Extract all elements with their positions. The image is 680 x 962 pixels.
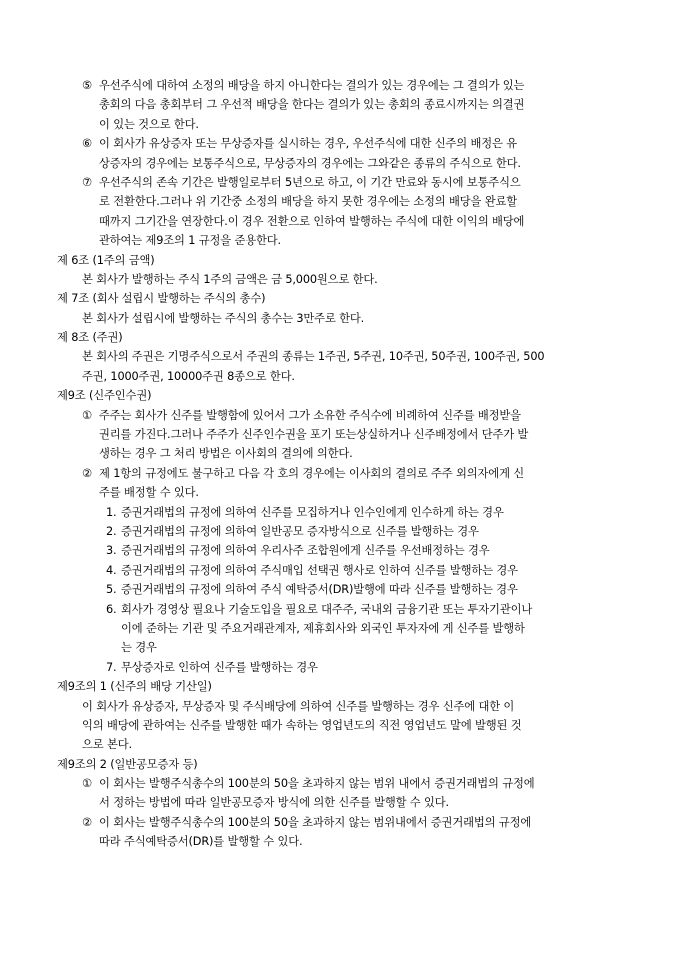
text-line [0, 735, 680, 754]
item-number: 2. [106, 524, 117, 538]
line-text: 이 회사가 유상증자 또는 무상증자를 실시하는 경우, 우선주식에 대한 신주의 배정은 유 [99, 137, 517, 151]
text-line [0, 76, 680, 95]
text-line [0, 231, 680, 250]
text-line [0, 115, 680, 134]
text-line [0, 600, 680, 619]
line-text: 제9조의 1 (신주의 배당 기산일) [57, 680, 212, 694]
text-line [0, 134, 680, 153]
line-text: 제 8조 (주권) [57, 331, 123, 345]
item-number: ⑤ [82, 79, 92, 92]
item-number: ① [82, 408, 92, 422]
text-line [0, 406, 680, 425]
line-text: 본 회사의 주권은 기명주식으로서 주권의 종류는 1주권, 5주권, 10주권, 50주권, 100주권, 500 [82, 350, 545, 364]
text-line [0, 580, 680, 599]
item-number: 7. [106, 660, 117, 674]
text-line [0, 697, 680, 716]
article-heading [0, 289, 680, 308]
item-number: ⑥ [82, 137, 92, 151]
item-number: ① [82, 777, 92, 791]
line-text: 본 회사가 설립시에 발행하는 주식의 총수는 3만주로 한다. [82, 311, 365, 325]
item-number: 3. [106, 544, 117, 558]
line-text: 주권, 1000주권, 10000주권 8종으로 한다. [82, 369, 295, 383]
article-heading [0, 386, 680, 405]
line-text: 상증자의 경우에는 보통주식으로, 무상증자의 경우에는 그와같은 종류의 주식으로 한다. [99, 156, 521, 170]
line-text: 이 있는 것으로 한다. [99, 117, 199, 131]
line-text: 제 7조 (회사 설립시 발행하는 주식의 총수) [57, 292, 266, 306]
line-text: 이 회사는 발행주식총수의 100분의 50을 초과하지 않는 범위내에서 증권거래법의 규정에 [99, 815, 532, 829]
text-line [0, 561, 680, 580]
line-text: 는 경우 [121, 641, 157, 655]
line-text: 제 1항의 규정에도 불구하고 다음 각 호의 경우에는 이사회의 결의로 주주 외의자에게 신 [99, 466, 525, 480]
text-line [0, 813, 680, 832]
line-text: 관하여는 제9조의 1 규정을 준용한다. [99, 234, 281, 248]
text-line [0, 503, 680, 522]
line-text: 서 정하는 방법에 따라 일반공모증자 방식에 의한 신주를 발행할 수 있다. [99, 796, 449, 810]
text-line [0, 309, 680, 328]
text-line [0, 192, 680, 211]
line-text: 증권거래법의 규정에 의하여 주식 예탁증서(DR)발행에 따라 신주를 발행하는 경우 [121, 583, 518, 597]
item-number: 6. [106, 602, 117, 616]
line-text: 이에 준하는 기관 및 주요거래관계자, 제휴회사와 외국인 투자자에 게 신주를 발행하 [121, 621, 525, 635]
line-text: 본 회사가 발행하는 주식 1주의 금액은 금 5,000원으로 한다. [82, 272, 378, 286]
text-line [0, 95, 680, 114]
line-text: 증권거래법의 규정에 의하여 신주를 모집하거나 인수인에게 인수하게 하는 경우 [121, 505, 504, 519]
text-line [0, 541, 680, 560]
line-text: 총회의 다음 총회부터 그 우선적 배당을 한다는 결의가 있는 총회의 종료시까지는 의결권 [99, 98, 525, 112]
text-line [0, 483, 680, 502]
text-line [0, 832, 680, 851]
text-line [0, 638, 680, 657]
line-text: 권리를 가진다.그러나 주주가 신주인수권을 포기 또는상실하거나 신주배정에서 단주가 발 [99, 428, 529, 442]
text-line [0, 464, 680, 483]
item-number: 4. [106, 563, 117, 577]
line-text: 제9조 (신주인수권) [57, 389, 152, 403]
line-text: 증권거래법의 규정에 의하여 주식매입 선택권 행사로 인하여 신주를 발행하는 경우 [121, 563, 518, 577]
text-line [0, 347, 680, 366]
text-line [0, 793, 680, 812]
text-line [0, 425, 680, 444]
article-heading [0, 755, 680, 774]
item-number: ② [82, 815, 92, 829]
line-text: 때까지 그기간을 연장한다.이 경우 전환으로 인하여 발행하는 주식에 대한 이익의 배당에 [99, 214, 525, 228]
article-heading [0, 677, 680, 696]
line-text: 로 전환한다.그러나 위 기간중 소정의 배당을 하지 못한 경우에는 소정의 배당을 완료할 [99, 195, 517, 209]
line-text: 증권거래법의 규정에 의하여 우리사주 조합원에게 신주를 우선배정하는 경우 [121, 544, 490, 558]
line-text: 우선주식에 대하여 소정의 배당을 하지 아니한다는 결의가 있는 경우에는 그 결의가 있는 [99, 79, 525, 92]
line-text: 제9조의 2 (일반공모증자 등) [57, 757, 198, 771]
line-text: 회사가 경영상 필요나 기술도입을 필요로 대주주, 국내외 금융기관 또는 투자기관이나 [121, 602, 533, 616]
line-text: 우선주식의 존속 기간은 발행일로부터 5년으로 하고, 이 기간 만료와 동시에 보통주식으 [99, 175, 521, 189]
article-heading [0, 328, 680, 347]
article-heading [0, 251, 680, 270]
line-text: 제 6조 (1주의 금액) [57, 253, 155, 267]
line-text: 익의 배당에 관하여는 신주를 발행한 때가 속하는 영업년도의 직전 영업년도 말에 발행된 것 [82, 718, 522, 732]
text-line [0, 212, 680, 231]
text-line [0, 522, 680, 541]
line-text: 주를 배정할 수 있다. [99, 486, 199, 500]
line-text: 이 회사는 발행주식총수의 100분의 50을 초과하지 않는 범위 내에서 증권거래법의 규정에 [99, 777, 535, 791]
line-text: 따라 주식예탁증서(DR)를 발행할 수 있다. [99, 835, 303, 849]
line-text: 주주는 회사가 신주를 발행함에 있어서 그가 소유한 주식수에 비례하여 신주를 배정받을 [99, 408, 521, 422]
line-text: 무상증자로 인하여 신주를 발행하는 경우 [121, 660, 318, 674]
line-text: 생하는 경우 그 처리 방법은 이사회의 결의에 의한다. [99, 447, 353, 461]
line-text: 이 회사가 유상증자, 무상증자 및 주식배당에 의하여 신주를 발행하는 경우 신주에 대한 이 [82, 699, 515, 713]
line-text: 으로 본다. [82, 738, 132, 752]
item-number: 1. [106, 505, 117, 519]
text-line [0, 444, 680, 463]
text-line [0, 619, 680, 638]
item-number: 5. [106, 583, 117, 597]
text-line [0, 367, 680, 386]
item-number: ⑦ [82, 175, 92, 189]
text-line [0, 173, 680, 192]
text-line [0, 154, 680, 173]
text-line [0, 658, 680, 677]
text-line [0, 270, 680, 289]
document-page [0, 76, 680, 852]
item-number: ② [82, 466, 92, 480]
line-text: 증권거래법의 규정에 의하여 일반공모 증자방식으로 신주를 발행하는 경우 [121, 524, 479, 538]
text-line [0, 774, 680, 793]
text-line [0, 716, 680, 735]
